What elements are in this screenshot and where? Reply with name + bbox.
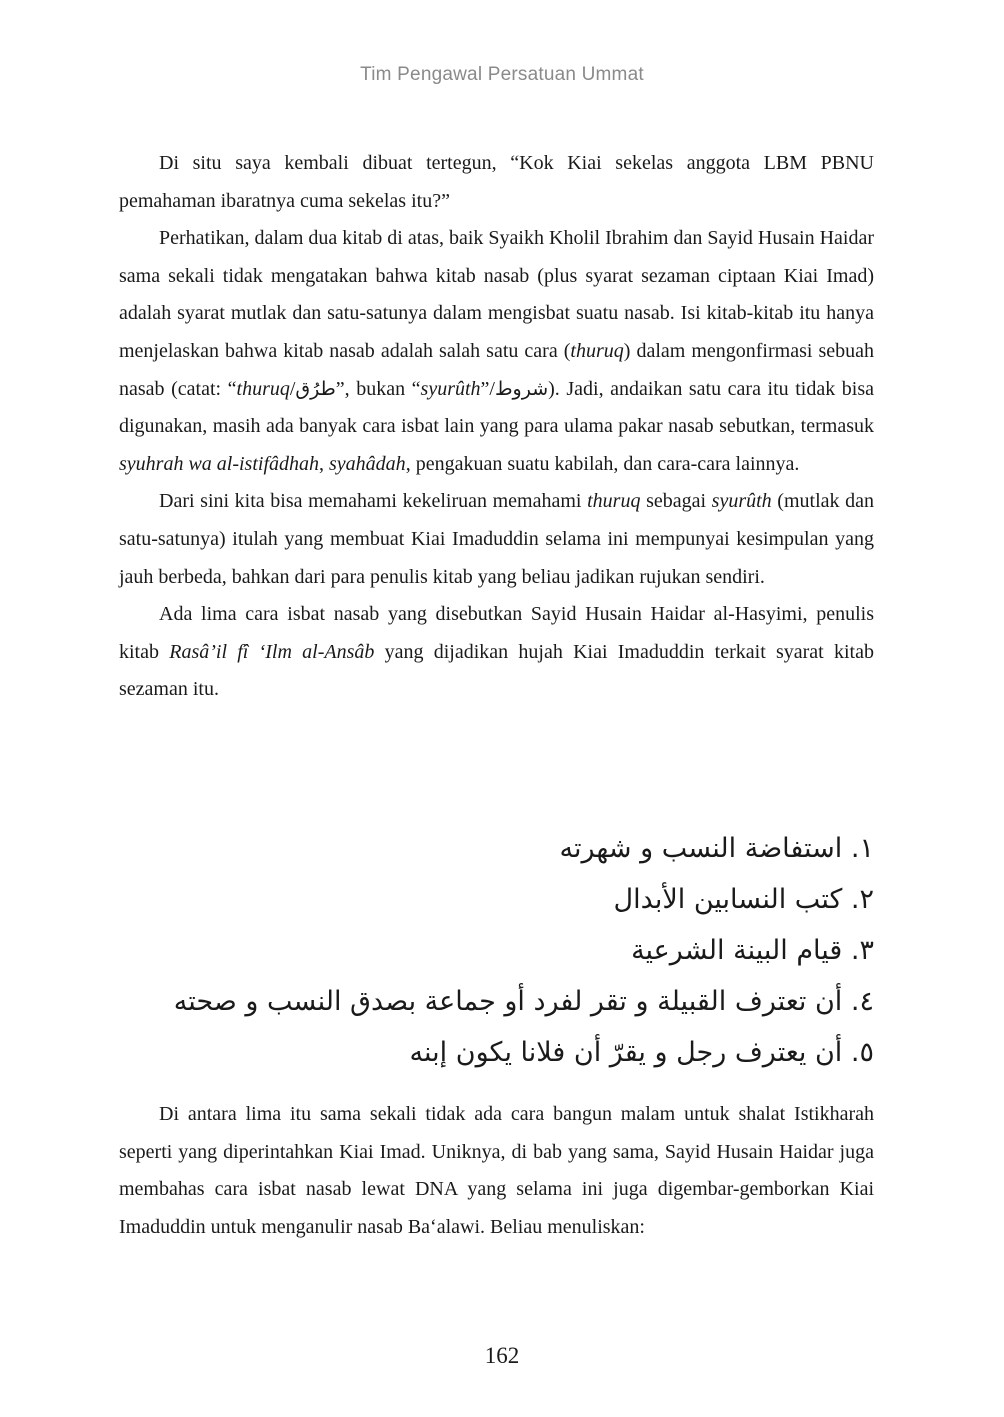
paragraph-2: Perhatikan, dalam dua kitab di atas, baik Syaikh Kholil Ibrahim dan Sayid Husain Haidar sama sekali tidak mengatakan bahwa kitab nasab (plus syarat sezaman ciptaan Kiai Imad) adalah syarat mutlak dan satu-satunya dalam mengisbat suatu nasab. Isi kitab-kitab itu hanya menjelaskan bahwa kitab nasab adalah salah satu cara (thuruq) dalam mengonfirmasi sebuah nasab (catat: “thuruq/طرُق”, bukan “syurûth”/شروط). Jadi, andaikan satu cara itu tidak bisa digunakan, masih ada banyak cara isbat lain yang para ulama pakar nasab sebutkan, termasuk syuhrah wa al-istifâdhah, syahâdah, pengakuan suatu kabilah, dan cara-cara lainnya. [119, 227, 874, 475]
arabic-term-thuruq: طرُق [295, 377, 336, 400]
arabic-term-syuruth: شروط [494, 377, 549, 400]
list-item: ١. استفاضة النسب و شهرته [559, 833, 874, 864]
page-number: 162 [484, 1343, 520, 1368]
body-text-top [119, 145, 874, 709]
paragraph-5: Di antara lima itu sama sekali tidak ada cara bangun malam untuk shalat Istikharah seperti yang diperintahkan Kiai Imad. Uniknya, di bab yang sama, Sayid Husain Haidar juga membahas cara isbat nasab lewat DNA yang selama ini juga digembar-gemborkan Kiai Imaduddin untuk menganulir nasab Ba‘alawi. Beliau menuliskan: [119, 1103, 874, 1238]
paragraph-4: Ada lima cara isbat nasab yang disebutkan Sayid Husain Haidar al-Hasyimi, penulis kitab Rasâ’il fî ‘Ilm al-Ansâb yang dijadikan hujah Kiai Imaduddin terkait syarat kitab sezaman itu. [119, 603, 874, 701]
list-item: ٤. أن تعترف القبيلة و تقر لفرد أو جماعة بصدق النسب و صحته [173, 986, 874, 1017]
list-item: ٥. أن يعترف رجل و يقرّ أن فلانا يكون إبنه [409, 1037, 874, 1068]
body-text-bottom [119, 1096, 874, 1246]
paragraph-1: Di situ saya kembali dibuat tertegun, “Kok Kiai sekelas anggota LBM PBNU pemahaman ibaratnya cuma sekelas itu?” [119, 152, 874, 212]
running-header: Tim Pengawal Persatuan Ummat [360, 64, 644, 85]
arabic-numbered-list [119, 823, 874, 1078]
paragraph-3: Dari sini kita bisa memahami kekeliruan memahami thuruq sebagai syurûth (mutlak dan satu-satunya) itulah yang membuat Kiai Imaduddin selama ini mempunyai kesimpulan yang jauh berbeda, bahkan dari para penulis kitab yang beliau jadikan rujukan sendiri. [119, 490, 874, 588]
book-title: Rasâ’il fî ‘Ilm al-Ansâb [169, 640, 375, 663]
list-item: ٣. قيام البينة الشرعية [631, 935, 874, 966]
list-item: ٢. كتب النسابين الأبدال [613, 884, 874, 915]
